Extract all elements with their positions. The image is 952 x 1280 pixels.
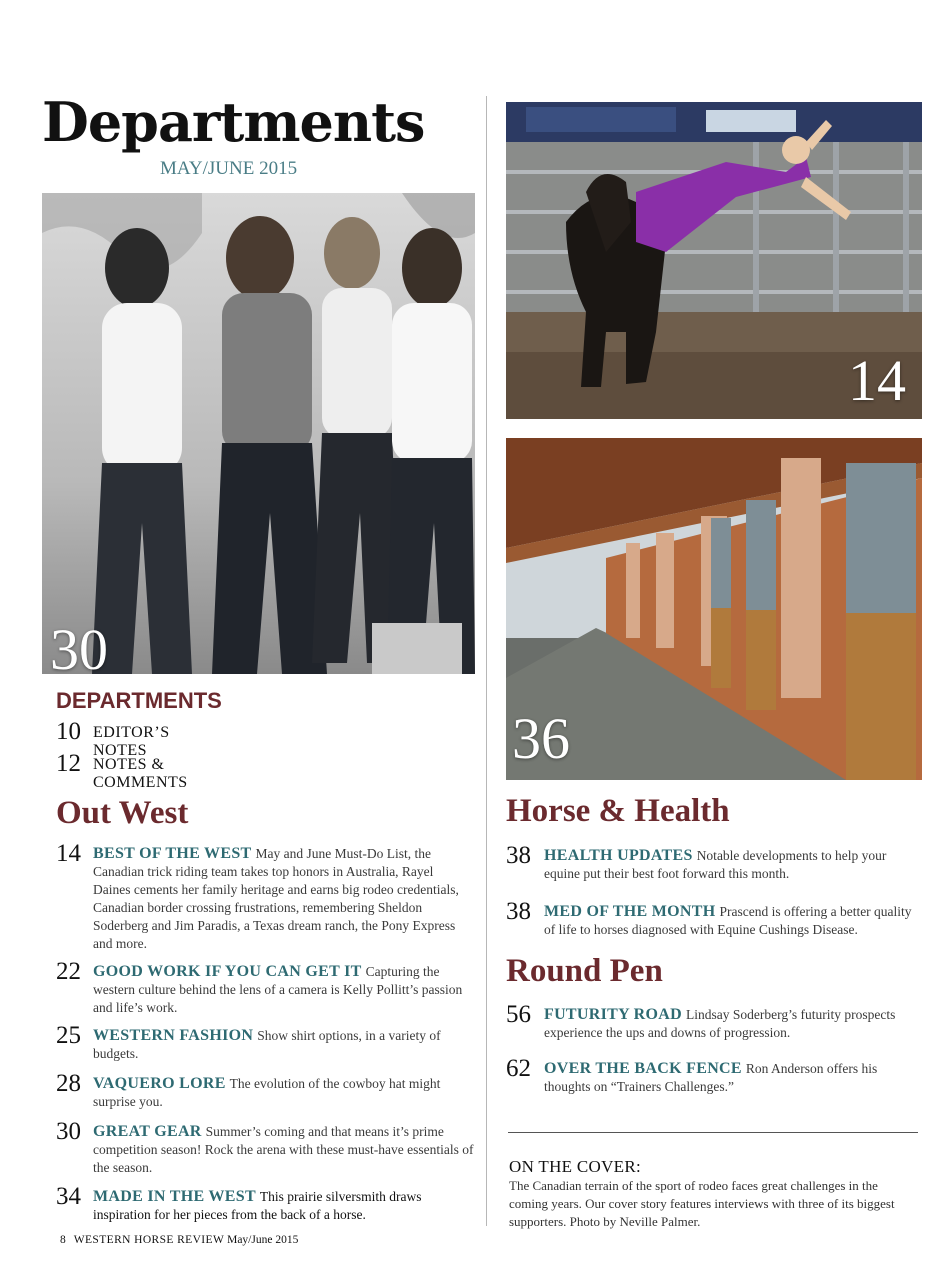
dept-page-number: 12 [56, 750, 81, 777]
folio-number: 8 [60, 1234, 66, 1246]
page-title: Departments [42, 90, 425, 154]
entry-title: FUTURITY ROAD [544, 1006, 682, 1023]
entry-page-number: 28 [56, 1070, 81, 1097]
entry-page-number: 38 [506, 842, 531, 869]
dept-label: EDITOR’S NOTES [93, 724, 170, 759]
women-walking-illustration [42, 193, 475, 674]
footer-issue: May/June 2015 [227, 1234, 299, 1246]
departments-heading: DEPARTMENTS [56, 688, 222, 713]
entry-page-number: 56 [506, 1001, 531, 1028]
dept-page-number: 10 [56, 718, 81, 745]
entry-page-number: 14 [56, 840, 81, 867]
cover-divider [508, 1132, 918, 1133]
entry-description: The evolution of the cowboy hat might surprise you. [93, 1076, 441, 1109]
page-label-30: 30 [50, 617, 108, 674]
entry-title: GREAT GEAR [93, 1123, 202, 1140]
horse-barn-photo [506, 438, 922, 780]
magazine-name: WESTERN HORSE REVIEW [73, 1234, 225, 1246]
entry-description: Ron Anderson offers his thoughts on “Trainers Challenges.” [544, 1061, 878, 1094]
horse-health-heading: Horse & Health [506, 793, 730, 829]
issue-date: MAY/JUNE 2015 [160, 158, 298, 179]
entry-page-number: 34 [56, 1183, 81, 1210]
page-footer [60, 1234, 298, 1246]
entry-title: VAQUERO LORE [93, 1075, 226, 1092]
column-divider [486, 96, 487, 1226]
entry-description: Capturing the western culture behind the lens of a camera is Kelly Pollitt’s passion and life’s work. [93, 964, 463, 1015]
entry-description: Summer’s coming and that means it’s prime competition season! Rock the arena with these must-have essentials of the season. [93, 1124, 474, 1175]
cover-heading: ON THE COVER: [509, 1157, 642, 1176]
round-pen-heading: Round Pen [506, 953, 663, 989]
entry-description: Lindsay Soderberg’s futurity prospects experience the ups and downs of progression. [544, 1007, 896, 1040]
entry-title: BEST OF THE WEST [93, 845, 252, 862]
entry-title: WESTERN FASHION [93, 1027, 254, 1044]
women-walking-photo [42, 193, 475, 674]
out-west-heading: Out West [56, 795, 189, 831]
entry-page-number: 22 [56, 958, 81, 985]
cover-description: The Canadian terrain of the sport of rodeo faces great challenges in the coming years. Our cover story features interviews with three of its biggest supporters. Photo by Neville Palmer. [509, 1178, 895, 1229]
dept-label: NOTES & COMMENTS [93, 756, 188, 791]
entry-description: Notable developments to help your equine put their best foot forward this month. [544, 848, 887, 881]
entry-page-number: 62 [506, 1055, 531, 1082]
page-label-14: 14 [848, 348, 906, 413]
entry-description: May and June Must-Do List, the Canadian trick riding team takes top honors in Australia, Rayel Daines cements her family heritage and earns big rodeo credentials, Canadian border crossing frustrations, remembering Sheldon Soderberg and Jim Paradis, a Texas dream ranch, the Pony Express and more. [93, 846, 459, 951]
entry-page-number: 30 [56, 1118, 81, 1145]
entry-title: GOOD WORK IF YOU CAN GET IT [93, 963, 362, 980]
entry-title: HEALTH UPDATES [544, 847, 693, 864]
entry-description: Show shirt options, in a variety of budgets. [93, 1028, 441, 1061]
page-label-36: 36 [512, 706, 570, 771]
entry-description: This prairie silversmith draws inspiration for her pieces from the back of a horse. [93, 1189, 422, 1222]
entry-description: Prascend is offering a better quality of life to horses diagnosed with Equine Cushings Disease. [544, 904, 912, 937]
entry-title: MED OF THE MONTH [544, 903, 716, 920]
entry-title: MADE IN THE WEST [93, 1188, 256, 1205]
entry-page-number: 38 [506, 898, 531, 925]
trick-rider-photo [506, 102, 922, 419]
entry-title: OVER THE BACK FENCE [544, 1060, 742, 1077]
entry-page-number: 25 [56, 1022, 81, 1049]
